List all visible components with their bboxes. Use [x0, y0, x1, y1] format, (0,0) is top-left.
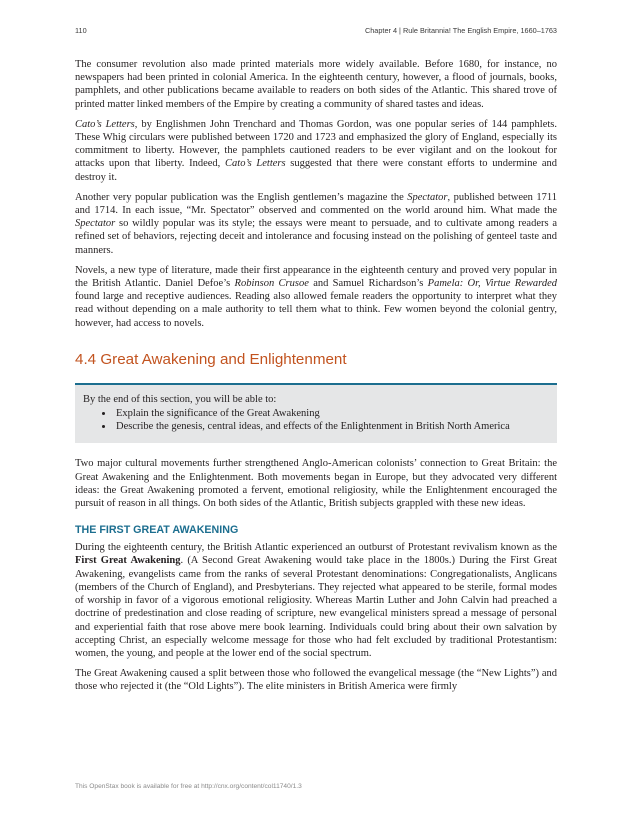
paragraph-catos-letters: Cato’s Letters, by Englishmen John Trenchard and Thomas Gordon, was one popular series of 144 pamphlets. These Whig circulars were published between 1720 and 1723 and emphasized the glory of England, especially its commitment to liberty. However, the pamphlets cautioned readers to be ever vigilant and on the lookout for attacks upon that liberty. Indeed, Cato’s Letters suggested that there were constant efforts to undermine and destroy it. — [75, 118, 557, 183]
paragraph-spectator: Another very popular publication was the English gentlemen’s magazine the Spectator, published between 1711 and 1714. In each issue, “Mr. Spectator” observed and commented on the world around him. What made the Spectator so wildly popular was its style; the essays were meant to persuade, and to cultivate among readers a refined set of behaviors, rejecting deceit and intolerance and focusing instead on the polishing of genteel taste and manners. — [75, 191, 557, 256]
paragraph-new-old-lights: The Great Awakening caused a split between those who followed the evangelical message (the “New Lights”) and those who rejected it (the “Old Lights”). The elite ministers in British America were firmly — [75, 668, 557, 693]
objective-item: • Explain the significance of the Great Awakening — [114, 407, 545, 420]
subsection-heading: THE FIRST GREAT AWAKENING — [75, 524, 239, 537]
paragraph-great-awakening: During the eighteenth century, the British Atlantic experienced an outburst of Protestant revivalism known as the First Great Awakening. (A Second Great Awakening would take place in the 1800s.) During the First Great Awakening, evangelists came from the ranks of several Protestant denominations: Congregationalists, Anglicans (members of the Church of England), and Presbyterians. They rejected what appeared to be sterile, formal modes of worship in favor of a vigorous emotional religiosity. Whereas Martin Luther and John Calvin had preached a doctrine of predestination and close reading of scripture, new evangelical ministers spread a message of personal and experiential faith that rose above mere book learning. Individuals could bring about their own salvation by accepting Christ, an especially welcome message for those who had felt excluded by traditional Protestantism: women, the young, and people at the lower end of the social spectrum. — [75, 542, 557, 659]
key-term-first-great-awakening: First Great Awakening — [75, 555, 181, 567]
objectives-list — [83, 407, 545, 433]
page-number: 110 — [75, 26, 87, 35]
section-heading: 4.4 Great Awakening and Enlightenment — [75, 350, 347, 368]
objectives-intro: By the end of this section, you will be able to: — [83, 393, 277, 405]
title-catos-letters: Cato’s Letters — [75, 118, 135, 130]
objective-item: • Describe the genesis, central ideas, and effects of the Enlightenment in British North America — [114, 420, 545, 433]
running-header — [75, 26, 557, 38]
chapter-title: Chapter 4 | Rule Britannia! The English Empire, 1660–1763 — [364, 26, 557, 35]
title-spectator-2: Spectator — [75, 218, 116, 230]
title-catos-letters-2: Cato’s Letters — [225, 158, 286, 170]
learning-objectives-box — [75, 383, 557, 444]
paragraph-section-intro: Two major cultural movements further strengthened Anglo-American colonists’ connection to Great Britain: the Great Awakening and the Enlightenment. Both movements began in Europe, but they advocated very different ideas: the Great Awakening promoted a fervent, emotional religiosity, while the Enlightenment encouraged the pursuit of reason in all things. On both sides of the Atlantic, British subjects grappled with these new ideas. — [75, 458, 557, 510]
paragraph-consumer-revolution: The consumer revolution also made printed materials more widely available. Before 1680, for instance, no newspapers had been printed in colonial America. In the eighteenth century, however, a flood of journals, books, pamphlets, and other publications became available to readers on both sides of the Atlantic. This shared trove of printed matter linked members of the Empire by creating a community of shared tastes and ideas. — [75, 59, 557, 110]
title-pamela: Pamela: Or, Virtue Rewarded — [427, 278, 557, 290]
page-footer: This OpenStax book is available for free at http://cnx.org/content/col11740/1.3 — [75, 783, 302, 790]
paragraph-novels: Novels, a new type of literature, made their first appearance in the eighteenth century and proved very popular in the British Atlantic. Daniel Defoe’s Robinson Crusoe and Samuel Richardson’s Pamela: Or, Virtue Rewarded found large and receptive audiences. Reading also allowed female readers the opportunity to interpret what they read without depending on a male authority to tell them what to think. Few women beyond the colonial gentry, however, had access to novels. — [75, 264, 557, 329]
title-robinson-crusoe: Robinson Crusoe — [234, 278, 309, 290]
title-spectator: Spectator — [407, 191, 448, 203]
page-body — [75, 58, 557, 701]
